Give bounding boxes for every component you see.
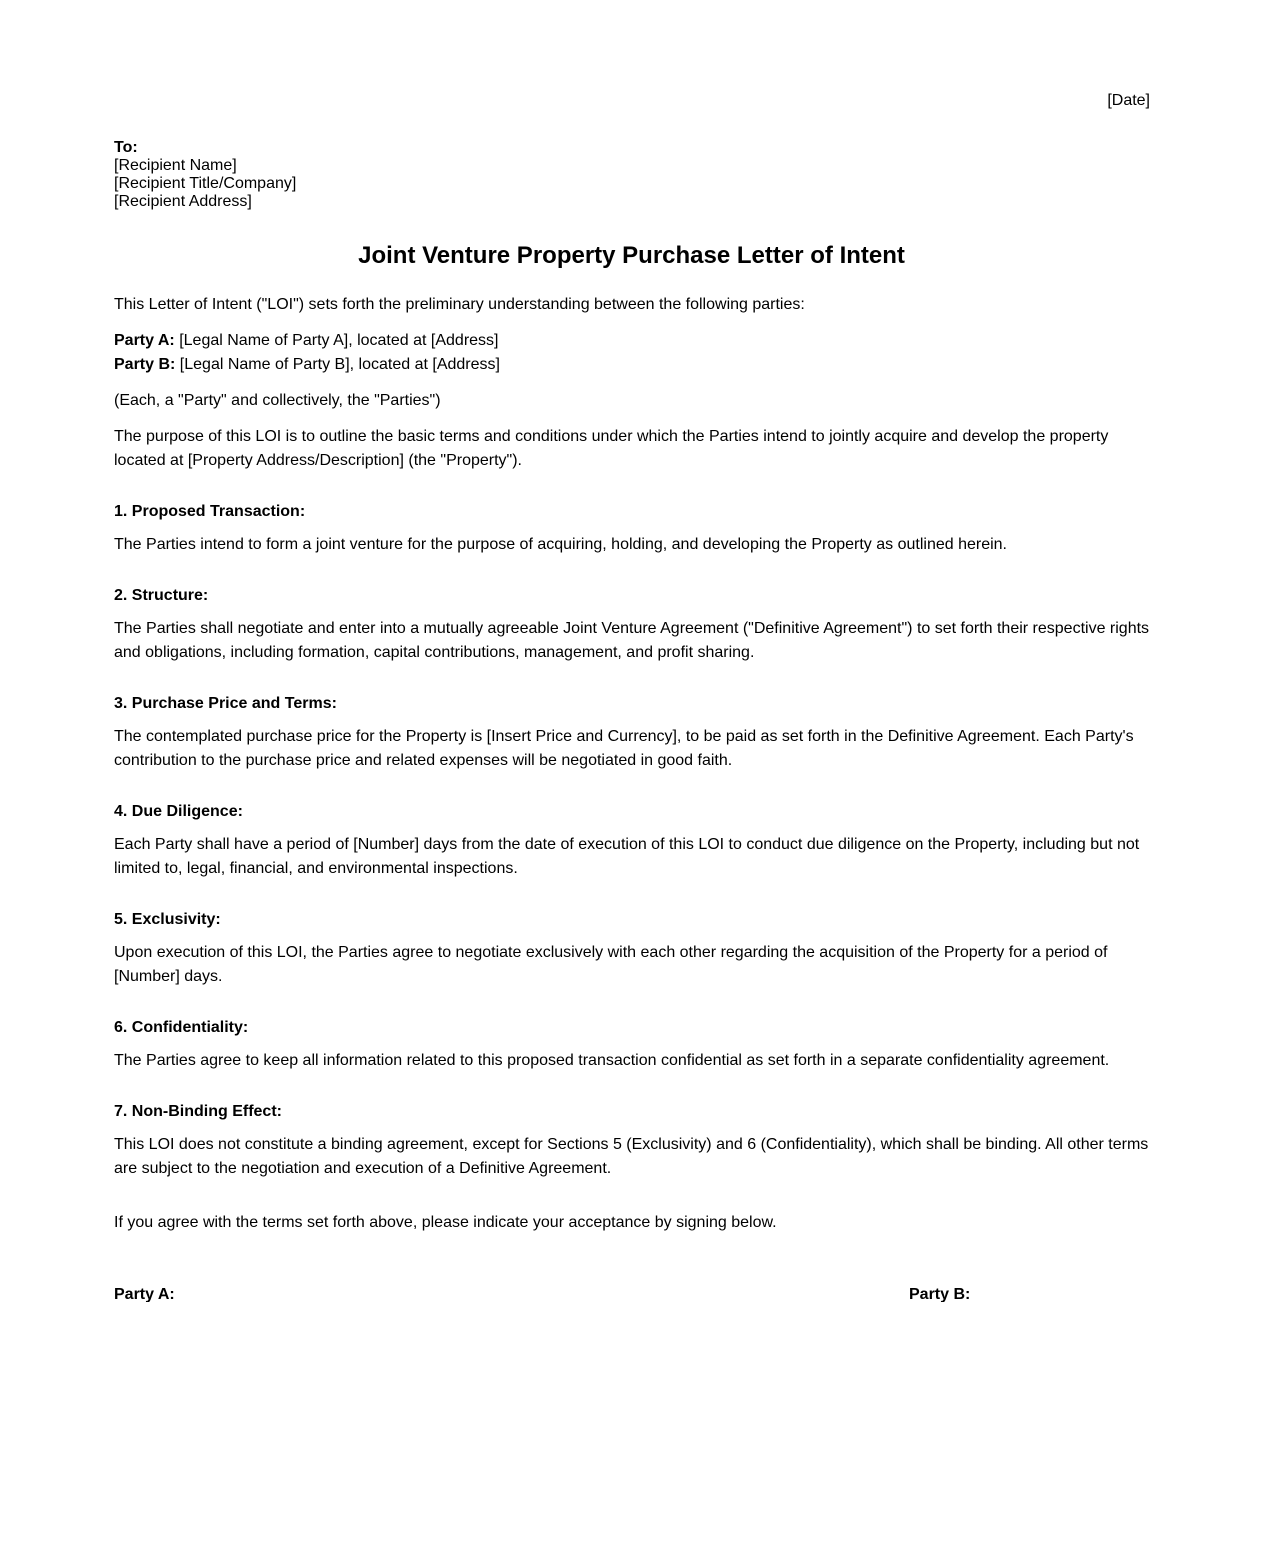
section-5-heading: 5. Exclusivity: (114, 911, 221, 928)
signature-party-a-label: Party A: (114, 1286, 175, 1302)
intro-paragraph: This Letter of Intent ("LOI") sets forth the preliminary understanding between the following parties: (114, 296, 805, 313)
party-a-text: [Legal Name of Party A], located at [Address] (174, 332, 499, 349)
signature-party-b-label: Party B: (909, 1286, 971, 1302)
date-field: [Date] (1107, 92, 1150, 109)
closing-paragraph: If you agree with the terms set forth above, please indicate your acceptance by signing below. (114, 1214, 777, 1231)
section-4-body: Each Party shall have a period of [Number] days from the date of execution of this LOI to conduct due diligence on the Property, including but not limited to, legal, financial, and environmental inspections. (114, 836, 1140, 877)
section-7-heading: 7. Non-Binding Effect: (114, 1103, 282, 1120)
section-2-heading: 2. Structure: (114, 587, 209, 604)
section-2-body: The Parties shall negotiate and enter into a mutually agreeable Joint Venture Agreement ("Definitive Agreement") to set forth their respective rights and obligations, including formation, capital contributions, management, and profit sharing. (114, 620, 1150, 661)
section-6-heading: 6. Confidentiality: (114, 1019, 249, 1036)
section-3-body: The contemplated purchase price for the Property is [Insert Price and Currency], to be paid as set forth in the Definitive Agreement. Each Party's contribution to the purchase price and related expenses will be negotiated in good faith. (114, 728, 1134, 769)
recipient-title-company: [Recipient Title/Company] (114, 175, 297, 192)
party-a-label: Party A: (114, 332, 175, 349)
section-6-body: The Parties agree to keep all information related to this proposed transaction confidential as set forth in a separate confidentiality agreement. (114, 1052, 1110, 1069)
document-title: Joint Venture Property Purchase Letter of Intent (358, 242, 905, 269)
party-b-line (114, 353, 1154, 377)
recipient-block (114, 139, 296, 211)
section-1-heading: 1. Proposed Transaction: (114, 503, 306, 520)
section-1-body: The Parties intend to form a joint venture for the purpose of acquiring, holding, and developing the Property as outlined herein. (114, 536, 1007, 553)
to-label: To: (114, 139, 138, 156)
party-b-text: [Legal Name of Party B], located at [Address] (175, 356, 500, 373)
section-4-heading: 4. Due Diligence: (114, 803, 243, 820)
section-7-body: This LOI does not constitute a binding agreement, except for Sections 5 (Exclusivity) and 6 (Confidentiality), which shall be binding. All other terms are subject to the negotiation and execution of a Definitive Agreement. (114, 1136, 1149, 1177)
section-3-heading: 3. Purchase Price and Terms: (114, 695, 337, 712)
recipient-address: [Recipient Address] (114, 193, 252, 210)
recipient-name: [Recipient Name] (114, 157, 237, 174)
party-a-line (114, 329, 1154, 353)
section-5-body: Upon execution of this LOI, the Parties agree to negotiate exclusively with each other regarding the acquisition of the Property for a period of [Number] days. (114, 944, 1108, 985)
party-b-label: Party B: (114, 356, 176, 373)
purpose-paragraph: The purpose of this LOI is to outline the basic terms and conditions under which the Parties intend to jointly acquire and develop the property located at [Property Address/Description] (the "Property"). (114, 428, 1109, 469)
each-party-paragraph: (Each, a "Party" and collectively, the "Parties") (114, 392, 441, 409)
